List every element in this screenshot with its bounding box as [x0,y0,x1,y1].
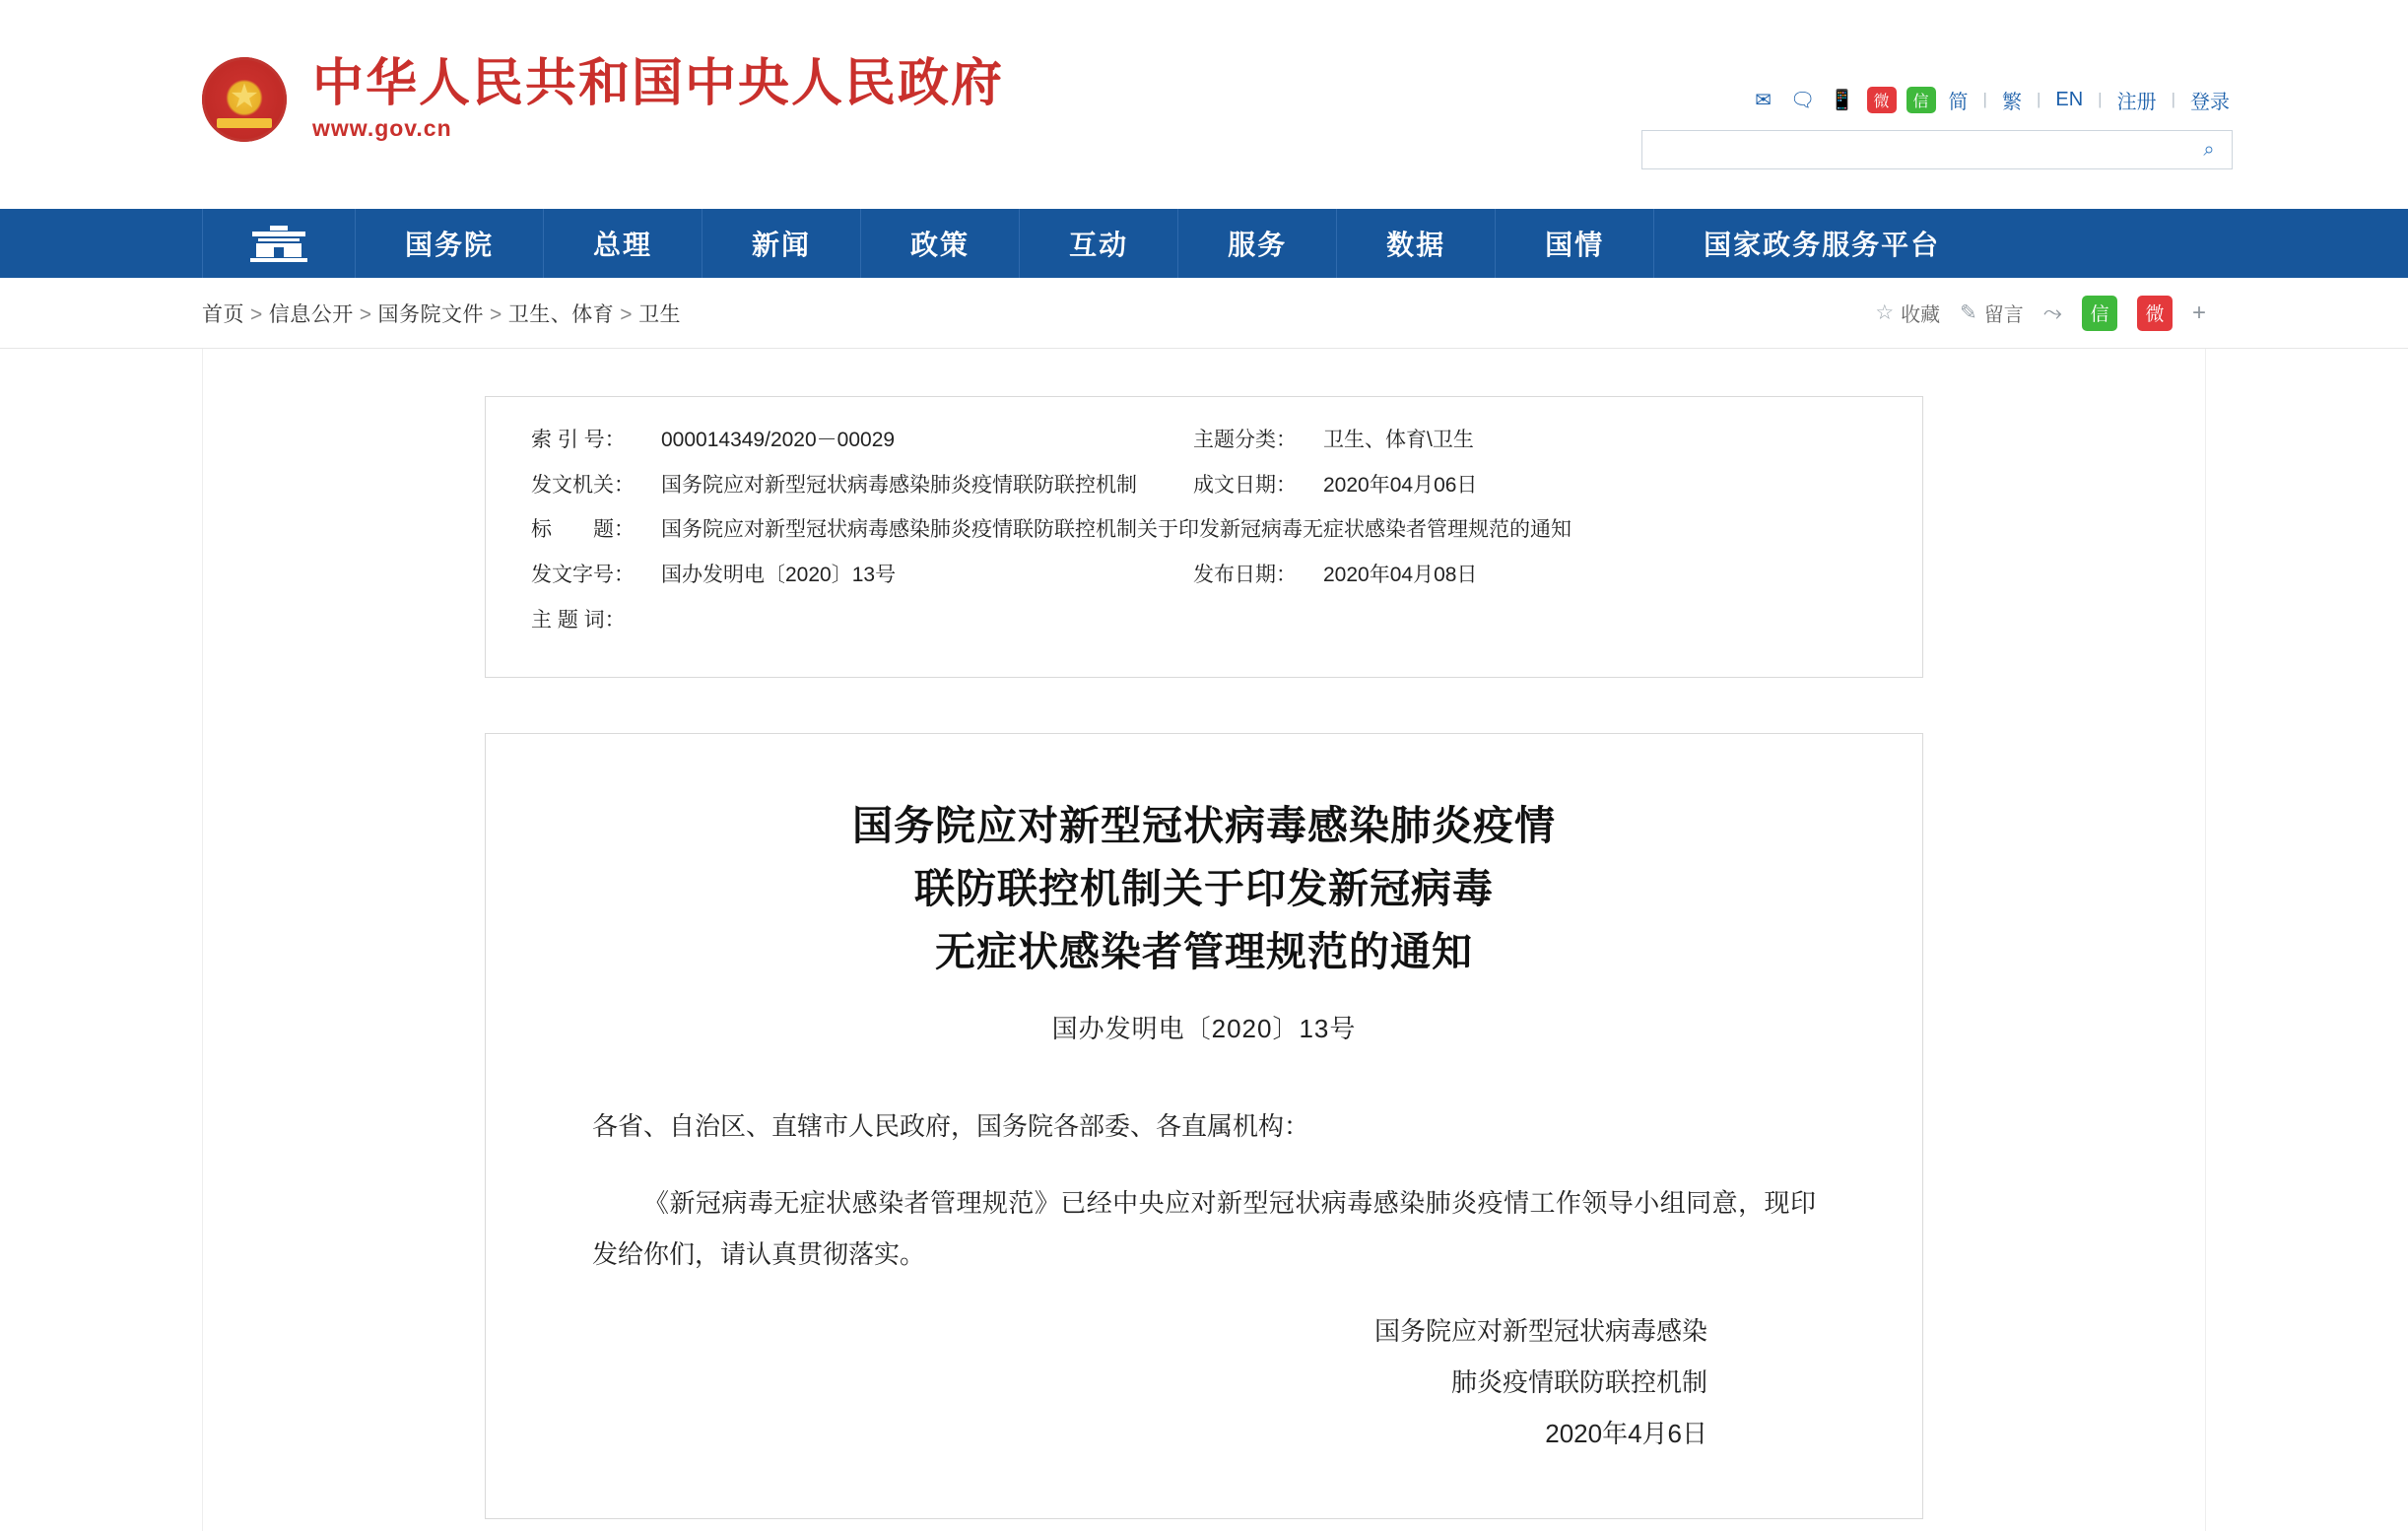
document-title-line-1: 国务院应对新型冠状病毒感染肺炎疫情 [852,802,1556,850]
nav-item-home[interactable] [202,209,356,278]
document-title-line-3: 无症状感染者管理规范的通知 [935,927,1473,975]
signature-date: 2020年4月6日 [1545,1419,1707,1449]
favorite-button[interactable] [1875,299,1940,327]
pencil-icon: ✎ [1960,301,1977,324]
weibo-share-icon[interactable]: 微 [2137,296,2173,331]
breadcrumb-item-health[interactable]: 卫生 [638,302,682,326]
document-paragraph-1: 《新冠病毒无症状感染者管理规范》已经中央应对新型冠状病毒感染肺炎疫情工作领导小组同意，现印发给你们，请认真贯彻落实。 [592,1188,1816,1270]
breadcrumb-separator: > [359,302,372,326]
doc-title-label: 标 题： [531,518,635,542]
separator: | [1982,90,1987,108]
wechat-share-icon[interactable]: 信 [2082,296,2117,331]
nav-item-zhengce[interactable]: 政策 [861,209,1020,278]
index-number-value: 000014349/2020－00029 [661,429,896,451]
page-body [0,349,2408,1531]
site-name [312,54,1005,142]
metadata-row [531,603,1877,638]
nav-item-guowuyuan[interactable]: 国务院 [356,209,544,278]
signature-line-1: 国务院应对新型冠状病毒感染 [1373,1316,1707,1347]
separator: | [2098,90,2103,108]
lang-english-link[interactable]: EN [2055,88,2084,110]
topic-category-label: 主题分类： [1193,429,1297,451]
metadata-cell [1193,468,1477,503]
content-frame [202,349,2206,1531]
nav-item-guoqing[interactable]: 国情 [1496,209,1654,278]
metadata-row [531,558,1877,593]
search-icon[interactable]: ⌕ [2203,138,2215,161]
breadcrumb-item-health-sports[interactable]: 卫生、体育 [507,302,615,326]
comment-button[interactable] [1960,299,2024,327]
nav-item-hudong[interactable]: 互动 [1020,209,1178,278]
separator: | [2171,90,2175,108]
top-links [1641,83,2233,116]
publish-date-value: 2020年04月08日 [1323,564,1478,587]
document-number: 国办发明电〔2020〕13号 [1051,1014,1357,1044]
message-icon[interactable]: 🗨 [1789,89,1816,111]
document-body [592,1100,1816,1459]
nav-item-fuwu[interactable]: 服务 [1178,209,1337,278]
site-header [0,0,2408,209]
nav-item-xinwen[interactable]: 新闻 [702,209,861,278]
main-nav [0,209,2408,278]
breadcrumb-item-home[interactable]: 首页 [202,302,244,326]
national-emblem-icon [202,57,287,142]
site-title: 中华人民共和国中央人民政府 [312,54,1005,114]
metadata-row [531,512,1877,548]
breadcrumb [202,299,681,328]
wechat-icon[interactable]: 信 [1906,87,1936,113]
metadata-row [531,423,1877,458]
site-logo[interactable] [202,54,1005,142]
document-content-box [485,733,1923,1519]
breadcrumb-tools [1875,296,2206,331]
breadcrumb-item-info-disclosure[interactable]: 信息公开 [268,302,354,326]
favorite-label: 收藏 [1901,304,1941,326]
document-metadata-box [485,396,1923,678]
site-url: www.gov.cn [312,114,452,141]
mobile-icon[interactable]: 📱 [1830,89,1854,111]
comment-label: 留言 [1983,304,2024,326]
index-number-label: 索 引 号： [531,429,626,451]
lang-traditional-link[interactable]: 繁 [2001,91,2022,113]
header-right [1641,83,2233,169]
breadcrumb-separator: > [250,302,263,326]
metadata-cell [1193,558,1477,593]
nav-item-zhengwu-platform[interactable]: 国家政务服务平台 [1704,230,1941,260]
search-input[interactable] [1656,132,2196,167]
gate-icon [248,224,309,263]
breadcrumb-separator: > [620,302,634,326]
lang-simplified-link[interactable]: 简 [1948,91,1969,113]
document-title-line-2: 联防联控机制关于印发新冠病毒 [914,864,1494,912]
metadata-cell [531,468,1193,503]
metadata-cell [1193,423,1474,458]
star-icon: ☆ [1875,301,1895,324]
topic-category-value: 卫生、体育\卫生 [1323,429,1474,451]
issuing-agency-label: 发文机关： [531,473,635,497]
doc-number-value: 国办发明电〔2020〕13号 [661,564,897,587]
keywords-label: 主 题 词： [531,608,626,632]
document-title [592,795,1816,983]
weibo-icon[interactable]: 微 [1867,87,1897,113]
issuing-agency-value: 国务院应对新型冠状病毒感染肺炎疫情联防联控机制 [661,473,1137,497]
signature-line-2: 肺炎疫情联防联控机制 [1450,1367,1707,1398]
written-date-label: 成文日期： [1193,473,1297,497]
register-link[interactable]: 注册 [2116,91,2157,113]
share-icon[interactable]: ⤳ [2042,299,2062,326]
nav-item-zongli[interactable]: 总理 [544,209,702,278]
search-bar[interactable] [1641,130,2233,169]
login-link[interactable]: 登录 [2190,91,2230,113]
more-share-icon[interactable]: + [2191,299,2206,326]
separator: | [2036,90,2041,108]
breadcrumb-separator: > [490,302,502,326]
doc-number-label: 发文字号： [531,564,635,587]
metadata-cell [531,423,1193,458]
breadcrumb-bar [0,278,2408,349]
mail-icon[interactable]: ✉ [1755,89,1772,111]
nav-item-shuju[interactable]: 数据 [1337,209,1496,278]
document-paragraph-addressee: 各省、自治区、直辖市人民政府，国务院各部委、各直属机构： [592,1111,1310,1142]
breadcrumb-item-state-council-docs[interactable]: 国务院文件 [377,302,485,326]
document-column [485,396,1923,1531]
doc-title-value: 国务院应对新型冠状病毒感染肺炎疫情联防联控机制关于印发新冠病毒无症状感染者管理规范的通知 [661,518,1572,542]
metadata-row [531,468,1877,503]
written-date-value: 2020年04月06日 [1323,473,1478,497]
metadata-cell [531,558,1193,593]
document-signature [592,1305,1816,1459]
publish-date-label: 发布日期： [1193,564,1297,587]
